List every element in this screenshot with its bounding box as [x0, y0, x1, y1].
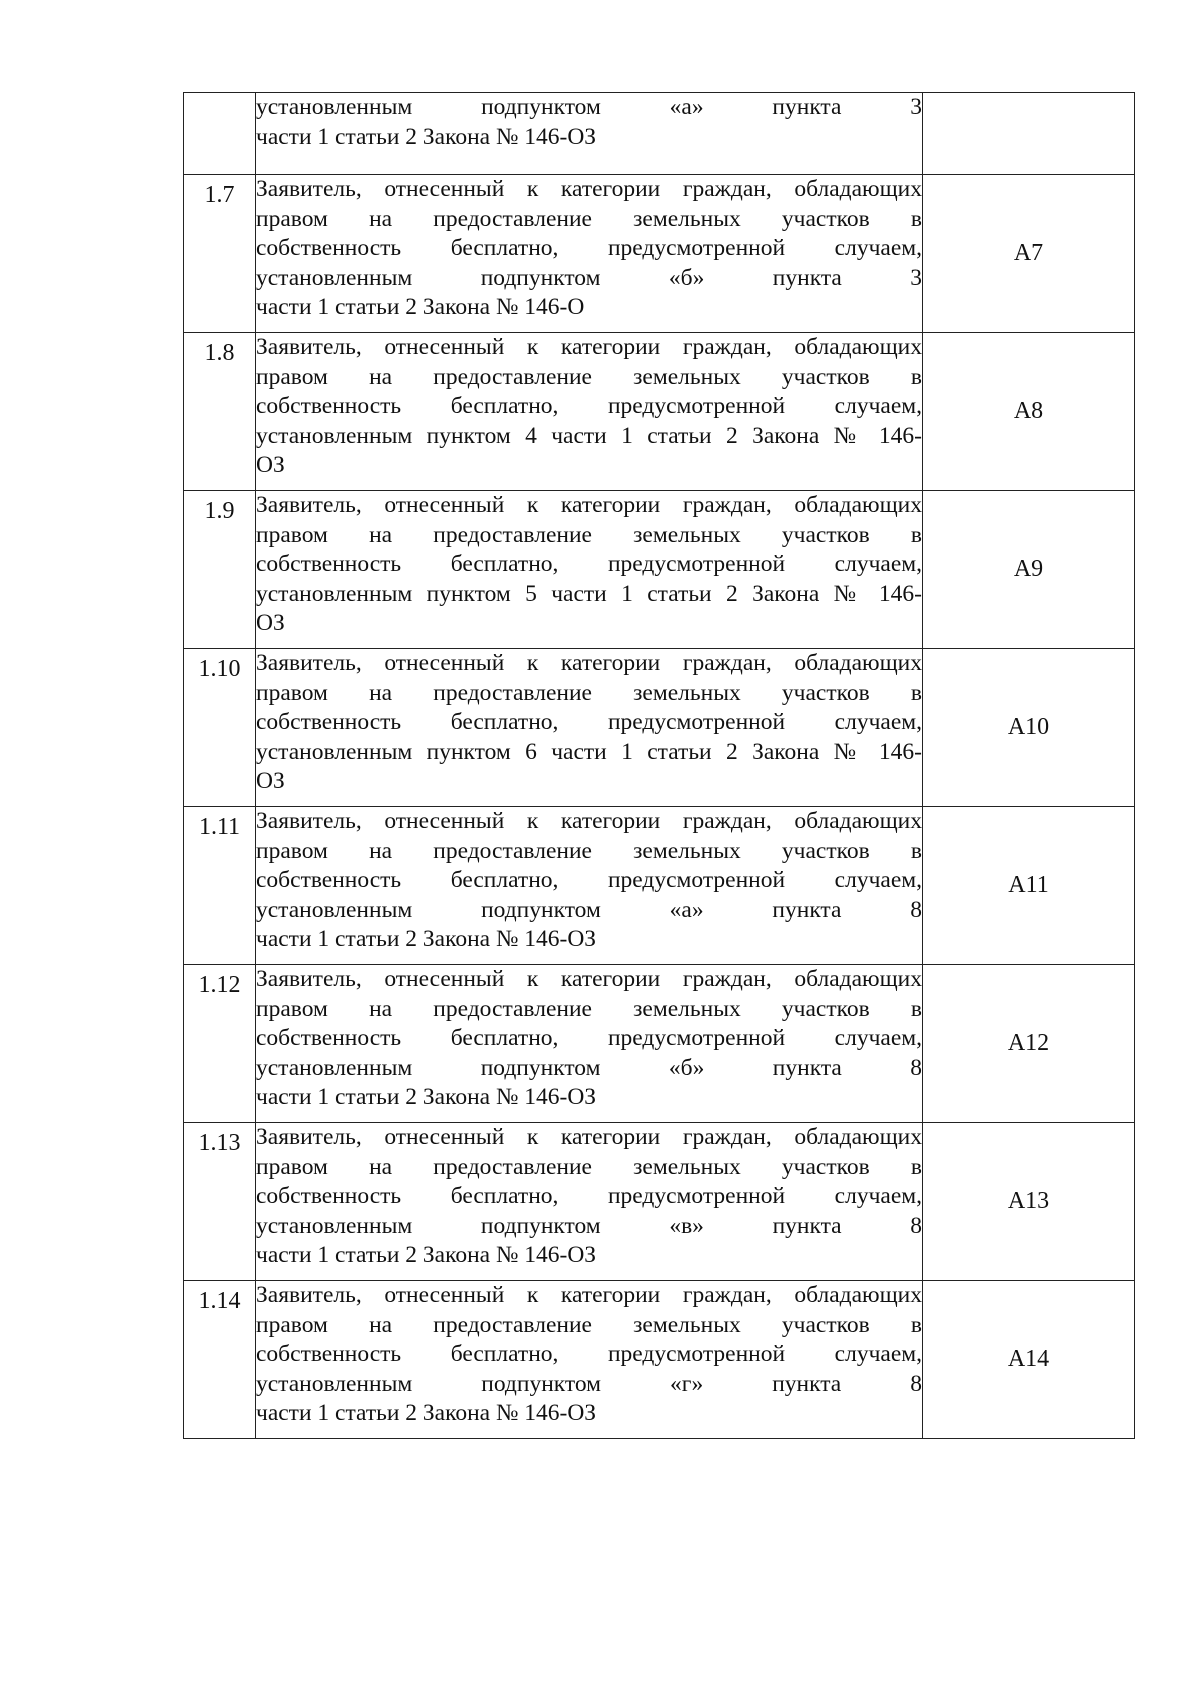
description-line: ОЗ — [256, 610, 285, 636]
description-line: собственность бесплатно, предусмотренной случаем, — [256, 709, 922, 735]
row-number-cell — [184, 1281, 256, 1439]
description-line: собственность бесплатно, предусмотренной случаем, — [256, 1025, 922, 1051]
description-line: Заявитель, отнесенный к категории граждан, обладающих — [256, 650, 922, 676]
description-line: установленным пунктом 4 части 1 статьи 2 Закона № 146- — [256, 422, 922, 449]
description-line: собственность бесплатно, предусмотренной случаем, — [256, 393, 922, 419]
row-number-cell — [184, 965, 256, 1123]
row-number-cell — [184, 93, 256, 175]
description-line: Заявитель, отнесенный к категории граждан, обладающих — [256, 1124, 922, 1150]
description-line: установленным подпунктом «а» пункта 3 — [256, 94, 922, 120]
table-row — [184, 175, 1135, 333]
description-line: установленным подпунктом «а» пункта 8 — [256, 896, 922, 923]
table-row — [184, 649, 1135, 807]
description-line: правом на предоставление земельных участков в — [256, 363, 922, 390]
table-row — [184, 333, 1135, 491]
row-number — [184, 93, 255, 99]
description-line: части 1 статьи 2 Закона № 146-ОЗ — [256, 1400, 597, 1426]
category-code-cell — [923, 1123, 1135, 1281]
description-line: Заявитель, отнесенный к категории граждан, обладающих — [256, 334, 922, 360]
applicant-categories-table — [183, 92, 1135, 1439]
description-line: установленным пунктом 6 части 1 статьи 2 Закона № 146- — [256, 738, 922, 765]
category-description-cell — [256, 93, 923, 175]
category-code: А12 — [1007, 1030, 1050, 1056]
description-line: Заявитель, отнесенный к категории граждан, обладающих — [256, 492, 922, 518]
row-number: 1.13 — [198, 1130, 241, 1156]
description-line: ОЗ — [256, 452, 285, 478]
description-line: установленным пунктом 5 части 1 статьи 2 Закона № 146- — [256, 580, 922, 607]
category-code-cell — [923, 333, 1135, 491]
row-number-cell — [184, 333, 256, 491]
description-line: ОЗ — [256, 768, 285, 794]
table-row — [184, 1123, 1135, 1281]
description-line: правом на предоставление земельных участков в — [256, 521, 922, 548]
row-number: 1.11 — [198, 814, 241, 840]
row-number-cell — [184, 491, 256, 649]
description-line: части 1 статьи 2 Закона № 146-ОЗ — [256, 1084, 597, 1110]
description-line: правом на предоставление земельных участков в — [256, 1153, 922, 1180]
description-line: установленным подпунктом «в» пункта 8 — [256, 1212, 922, 1239]
category-description-cell — [256, 175, 923, 333]
description-line: правом на предоставление земельных участков в — [256, 679, 922, 706]
category-description-cell — [256, 807, 923, 965]
description-line: части 1 статьи 2 Закона № 146-ОЗ — [256, 123, 597, 150]
category-description-cell — [256, 333, 923, 491]
category-code: А9 — [1013, 556, 1044, 582]
category-code-cell — [923, 965, 1135, 1123]
description-line: установленным подпунктом «г» пункта 8 — [256, 1370, 922, 1397]
row-number-cell — [184, 649, 256, 807]
category-description-cell — [256, 1281, 923, 1439]
category-code-cell — [923, 649, 1135, 807]
category-code-cell — [923, 1281, 1135, 1439]
description-line: собственность бесплатно, предусмотренной случаем, — [256, 1183, 922, 1209]
description-line: части 1 статьи 2 Закона № 146-ОЗ — [256, 926, 597, 952]
category-code-cell — [923, 93, 1135, 175]
category-description-cell — [256, 649, 923, 807]
category-description-cell — [256, 965, 923, 1123]
description-line: установленным подпунктом «б» пункта 8 — [256, 1054, 922, 1081]
row-number-cell — [184, 175, 256, 333]
category-code: А14 — [1007, 1346, 1050, 1372]
category-code: А13 — [1007, 1188, 1050, 1214]
table-row — [184, 965, 1135, 1123]
description-line: Заявитель, отнесенный к категории граждан, обладающих — [256, 1282, 922, 1308]
description-line: правом на предоставление земельных участков в — [256, 995, 922, 1022]
description-line: правом на предоставление земельных участков в — [256, 205, 922, 232]
category-code: А8 — [1013, 398, 1044, 424]
category-description-cell — [256, 1123, 923, 1281]
row-number: 1.12 — [198, 972, 241, 998]
description-line: установленным подпунктом «б» пункта 3 — [256, 264, 922, 291]
row-number: 1.10 — [198, 656, 241, 682]
category-description-cell — [256, 491, 923, 649]
description-line: собственность бесплатно, предусмотренной случаем, — [256, 1341, 922, 1367]
description-line: части 1 статьи 2 Закона № 146-ОЗ — [256, 1242, 597, 1268]
row-number-cell — [184, 807, 256, 965]
table-row — [184, 93, 1135, 175]
row-number: 1.8 — [204, 340, 235, 366]
table-row — [184, 1281, 1135, 1439]
description-line: собственность бесплатно, предусмотренной случаем, — [256, 867, 922, 893]
row-number: 1.7 — [204, 182, 235, 208]
category-code-cell — [923, 807, 1135, 965]
description-line: правом на предоставление земельных участков в — [256, 837, 922, 864]
table-body — [184, 93, 1135, 1439]
category-code: А7 — [1013, 240, 1044, 266]
description-line: Заявитель, отнесенный к категории граждан, обладающих — [256, 966, 922, 992]
category-code-cell — [923, 491, 1135, 649]
category-code: А10 — [1007, 714, 1050, 740]
description-line: Заявитель, отнесенный к категории граждан, обладающих — [256, 176, 922, 202]
category-code-cell — [923, 175, 1135, 333]
description-line: части 1 статьи 2 Закона № 146-О — [256, 294, 585, 320]
category-code: А11 — [1008, 872, 1049, 898]
row-number: 1.9 — [204, 498, 235, 524]
description-line: собственность бесплатно, предусмотренной случаем, — [256, 551, 922, 577]
table-row — [184, 491, 1135, 649]
description-line: собственность бесплатно, предусмотренной случаем, — [256, 235, 922, 261]
row-number-cell — [184, 1123, 256, 1281]
description-line: Заявитель, отнесенный к категории граждан, обладающих — [256, 808, 922, 834]
description-line: правом на предоставление земельных участков в — [256, 1311, 922, 1338]
table-row — [184, 807, 1135, 965]
row-number: 1.14 — [198, 1288, 241, 1314]
